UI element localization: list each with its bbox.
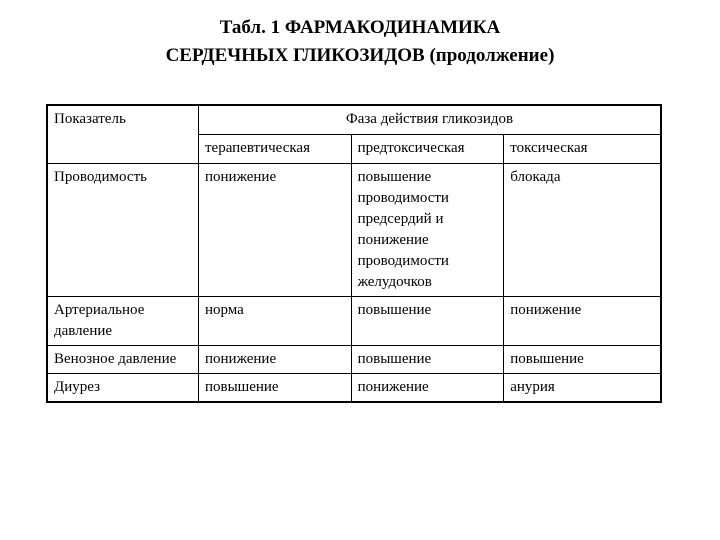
table-cell: повышение	[351, 297, 504, 346]
table-cell: блокада	[504, 164, 661, 297]
table-cell: понижение	[351, 374, 504, 403]
table-cell: повышение проводимости предсердий и понижение проводимости желудочков	[351, 164, 504, 297]
table-cell: понижение	[198, 164, 351, 297]
phase-therapeutic-header: терапевтическая	[198, 135, 351, 164]
table-title	[0, 14, 720, 70]
title-line-2: СЕРДЕЧНЫХ ГЛИКОЗИДОВ (продолжение)	[165, 45, 555, 66]
table-cell: понижение	[504, 297, 661, 346]
title-line-1: Табл. 1 ФАРМАКОДИНАМИКА	[219, 17, 501, 38]
table-cell: понижение	[198, 346, 351, 374]
indicator-header-cell: Показатель	[47, 105, 198, 164]
table-row	[47, 374, 661, 403]
pharmacodynamics-table	[46, 104, 662, 403]
table-cell: анурия	[504, 374, 661, 403]
row-indicator: Проводимость	[47, 164, 198, 297]
table-cell: норма	[198, 297, 351, 346]
table-row	[47, 346, 661, 374]
row-indicator: Диурез	[47, 374, 198, 403]
phase-header-cell: Фаза действия гликозидов	[198, 105, 661, 135]
table-cell: повышение	[504, 346, 661, 374]
table-header-row	[47, 105, 661, 135]
row-indicator: Артериальное давление	[47, 297, 198, 346]
table-cell: повышение	[198, 374, 351, 403]
table-row	[47, 164, 661, 297]
table-cell: повышение	[351, 346, 504, 374]
row-indicator: Венозное давление	[47, 346, 198, 374]
phase-pretoxic-header: предтоксическая	[351, 135, 504, 164]
phase-toxic-header: токсическая	[504, 135, 661, 164]
table-row	[47, 297, 661, 346]
